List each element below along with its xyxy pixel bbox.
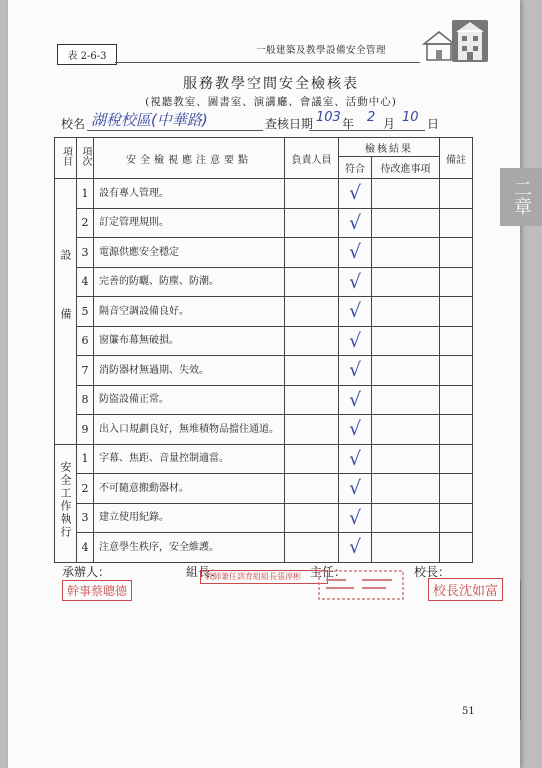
category-cell: 安全工作執行 [55,444,77,562]
item-text: 注意學生秩序，安全維護。 [94,533,285,563]
note-cell [440,297,473,327]
improve-cell [372,297,440,327]
item-text: 不可隨意搬動器材。 [94,474,285,504]
item-number: 8 [77,385,94,415]
item-text: 訂定管理規則。 [94,208,285,238]
month-label: 月 [383,117,396,131]
improve-cell [372,326,440,356]
table-number-tag: 表 2-6-3 [57,44,117,65]
header-item: 項目 [55,138,77,179]
principal-label: 校長： [414,565,451,579]
improve-cell [372,179,440,209]
header-note: 備註 [440,138,473,179]
handler-label: 承辦人： [62,565,111,579]
item-number: 3 [77,238,94,268]
school-date-line [61,110,461,133]
checkmark-icon: √ [339,238,372,268]
note-cell [440,474,473,504]
improve-cell [372,385,440,415]
leader-label: 組長： [186,565,223,579]
table-row [55,503,473,533]
improve-cell [372,533,440,563]
header-order: 項次 [77,138,94,179]
category-cell: 設備 [55,179,77,445]
note-cell [440,533,473,563]
person-cell [285,326,339,356]
table-row [55,238,473,268]
checkmark-icon: √ [339,533,372,563]
person-cell [285,238,339,268]
checkmark-icon: √ [339,474,372,504]
item-text: 完善的防曬、防塵、防潮。 [94,267,285,297]
person-cell [285,297,339,327]
note-cell [440,238,473,268]
header-points: 安全檢視應注意要點 [94,138,285,179]
school-building-icon [452,20,488,62]
running-title: 一般建築及教學設備安全管理 [256,45,387,56]
checkmark-icon: √ [339,267,372,297]
chapter-tab [500,168,542,226]
table-row [55,474,473,504]
date-underline [309,130,425,131]
header-improve: 待改進事項 [372,157,440,179]
table-row [55,326,473,356]
note-cell [440,179,473,209]
principal-stamp: 校長沈如富 [428,578,503,601]
date-label: 查核日期 [265,117,314,131]
item-number: 4 [77,267,94,297]
year-label: 年 [342,117,355,131]
note-cell [440,444,473,474]
table-row [55,297,473,327]
item-text: 消防器材無過期、失效。 [94,356,285,386]
checkmark-icon: √ [339,297,372,327]
item-number: 2 [77,474,94,504]
table-row [55,533,473,563]
improve-cell [372,503,440,533]
note-cell [440,326,473,356]
day-label: 日 [427,117,440,131]
table-row [55,385,473,415]
person-cell [285,267,339,297]
improve-cell [372,356,440,386]
item-number: 1 [77,179,94,209]
header-meets: 符合 [339,157,372,179]
director-label: 主任： [310,565,347,579]
person-cell [285,533,339,563]
note-cell [440,385,473,415]
item-text: 電源供應安全穩定 [94,238,285,268]
date-month: 2 [367,110,376,125]
item-number: 1 [77,444,94,474]
header-result: 檢核結果 [339,138,440,157]
improve-cell [372,238,440,268]
person-cell [285,474,339,504]
checkmark-icon: √ [339,385,372,415]
form-subtitle: (視聽教室、圖書室、演講廳、會議室、活動中心) [145,96,397,108]
chapter-tab-text: 二章 [511,179,532,215]
table-row [55,415,473,445]
table-row [55,444,473,474]
header-rule [115,62,420,63]
item-number: 7 [77,356,94,386]
person-cell [285,179,339,209]
header-person: 負責人員 [285,138,339,179]
item-number: 9 [77,415,94,445]
table-row [55,267,473,297]
date-day: 10 [402,110,419,125]
item-number: 3 [77,503,94,533]
leader-stamp: 教師兼任訓育組組長張淳彬 [200,570,328,584]
form-title: 服務教學空間安全檢核表 [183,76,359,92]
director-stamp [318,570,404,600]
item-text: 設有專人管理。 [94,179,285,209]
checkmark-icon: √ [339,208,372,238]
checkmark-icon: √ [339,179,372,209]
note-cell [440,415,473,445]
checkmark-icon: √ [339,503,372,533]
item-text: 防盜設備正常。 [94,385,285,415]
note-cell [440,503,473,533]
school-name-handwritten: 湖稅校區(中華路) [91,111,208,129]
improve-cell [372,474,440,504]
school-label: 校名 [61,117,86,131]
person-cell [285,415,339,445]
page-number: 51 [462,706,475,717]
improve-cell [372,444,440,474]
item-text: 隔音空調設備良好。 [94,297,285,327]
note-cell [440,267,473,297]
person-cell [285,356,339,386]
checkmark-icon: √ [339,444,372,474]
checklist-table [54,137,473,563]
improve-cell [372,208,440,238]
item-text: 出入口規劃良好，無堆積物品擋住通道。 [94,415,285,445]
item-number: 2 [77,208,94,238]
improve-cell [372,415,440,445]
checkmark-icon: √ [339,415,372,445]
page-corner-fold [430,580,521,720]
note-cell [440,356,473,386]
item-text: 字幕、焦距、音量控制適當。 [94,444,285,474]
checkmark-icon: √ [339,356,372,386]
item-number: 5 [77,297,94,327]
table-row [55,208,473,238]
person-cell [285,444,339,474]
table-row [55,356,473,386]
date-year: 103 [316,110,341,125]
person-cell [285,503,339,533]
person-cell [285,208,339,238]
handler-stamp: 幹事蔡聰德 [62,580,132,601]
note-cell [440,208,473,238]
item-text: 窗簾布幕無破損。 [94,326,285,356]
table-row [55,179,473,209]
item-number: 6 [77,326,94,356]
checkmark-icon: √ [339,326,372,356]
item-number: 4 [77,533,94,563]
school-underline [87,130,263,131]
improve-cell [372,267,440,297]
item-text: 建立使用紀錄。 [94,503,285,533]
person-cell [285,385,339,415]
